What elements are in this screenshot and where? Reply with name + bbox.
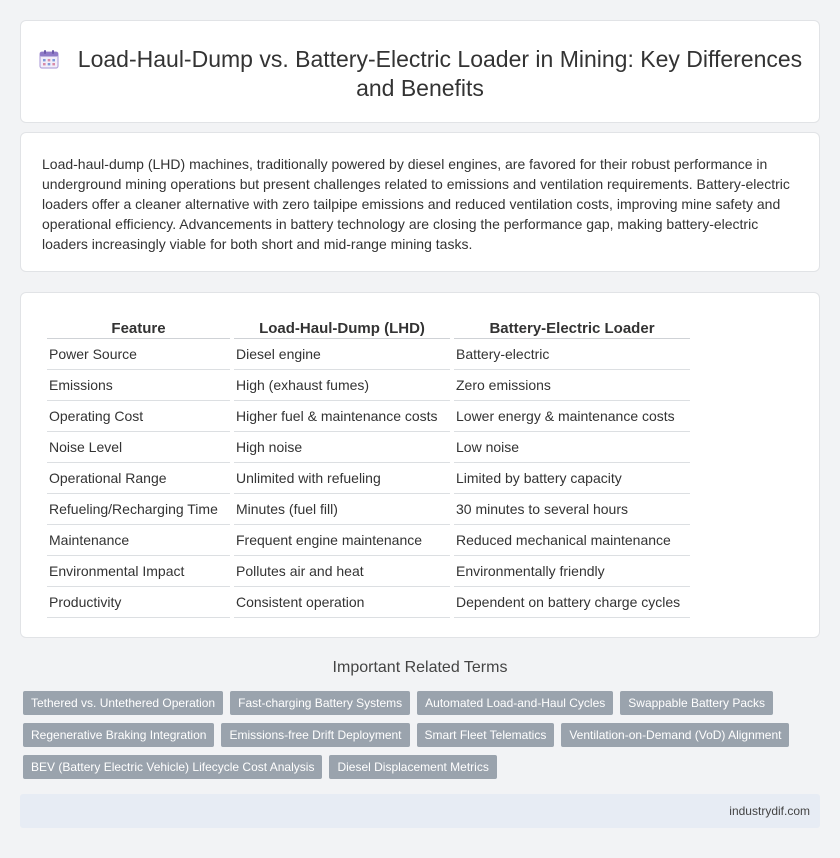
- lhd-cell: Diesel engine: [234, 339, 450, 370]
- related-term-tag[interactable]: Smart Fleet Telematics: [417, 723, 555, 747]
- table-row: [47, 432, 690, 463]
- related-terms-title: Important Related Terms: [332, 659, 508, 676]
- battery-cell: Lower energy & maintenance costs: [454, 401, 690, 432]
- table-row: [47, 339, 690, 370]
- battery-cell: 30 minutes to several hours: [454, 494, 690, 525]
- table-row: [47, 494, 690, 525]
- lhd-cell: Unlimited with refueling: [234, 463, 450, 494]
- battery-cell: Limited by battery capacity: [454, 463, 690, 494]
- lhd-cell: High (exhaust fumes): [234, 370, 450, 401]
- feature-cell: Environmental Impact: [47, 556, 230, 587]
- lhd-cell: Consistent operation: [234, 587, 450, 618]
- related-term-tag[interactable]: Fast-charging Battery Systems: [230, 691, 410, 715]
- feature-cell: Maintenance: [47, 525, 230, 556]
- feature-cell: Power Source: [47, 339, 230, 370]
- lhd-cell: High noise: [234, 432, 450, 463]
- header-feature: Feature: [47, 315, 230, 339]
- comparison-card: [20, 292, 820, 638]
- related-term-tag[interactable]: Ventilation-on-Demand (VoD) Alignment: [561, 723, 789, 747]
- table-header-row: [47, 315, 690, 339]
- page-title-wrap: [21, 45, 819, 103]
- calendar-icon: [38, 48, 60, 70]
- battery-cell: Reduced mechanical maintenance: [454, 525, 690, 556]
- related-terms-tags: [23, 691, 803, 787]
- feature-cell: Refueling/Recharging Time: [47, 494, 230, 525]
- battery-cell: Low noise: [454, 432, 690, 463]
- page-title: Load-Haul-Dump vs. Battery-Electric Loader in Mining: Key Differences and Benefits: [77, 46, 803, 101]
- table-row: [47, 525, 690, 556]
- related-term-tag[interactable]: Swappable Battery Packs: [620, 691, 773, 715]
- intro-paragraph: Load-haul-dump (LHD) machines, traditionally powered by diesel engines, are favored for their robust performance in underground mining operations but present challenges related to emissions and ventilation requirements. Battery-electric loaders offer a cleaner alternative with zero tailpipe emissions and reduced ventilation costs, improving mine safety and operational efficiency. Advancements in battery technology are closing the performance gap, making battery-electric loaders increasingly viable for both short and mid-range mining tasks.: [42, 156, 790, 252]
- table-row: [47, 463, 690, 494]
- intro-card: [20, 132, 820, 272]
- lhd-cell: Higher fuel & maintenance costs: [234, 401, 450, 432]
- feature-cell: Operational Range: [47, 463, 230, 494]
- related-term-tag[interactable]: BEV (Battery Electric Vehicle) Lifecycle Cost Analysis: [23, 755, 322, 779]
- battery-cell: Zero emissions: [454, 370, 690, 401]
- lhd-cell: Frequent engine maintenance: [234, 525, 450, 556]
- header-battery-electric: Battery-Electric Loader: [454, 315, 690, 339]
- related-term-tag[interactable]: Emissions-free Drift Deployment: [221, 723, 409, 747]
- feature-cell: Productivity: [47, 587, 230, 618]
- footer-site[interactable]: industrydif.com: [729, 804, 810, 818]
- title-card: [20, 20, 820, 123]
- comparison-table: [43, 315, 694, 618]
- table-row: [47, 370, 690, 401]
- battery-cell: Battery-electric: [454, 339, 690, 370]
- header-lhd: Load-Haul-Dump (LHD): [234, 315, 450, 339]
- battery-cell: Environmentally friendly: [454, 556, 690, 587]
- lhd-cell: Pollutes air and heat: [234, 556, 450, 587]
- related-term-tag[interactable]: Tethered vs. Untethered Operation: [23, 691, 223, 715]
- feature-cell: Emissions: [47, 370, 230, 401]
- related-term-tag[interactable]: Automated Load-and-Haul Cycles: [417, 691, 613, 715]
- footer-bar: [20, 794, 820, 828]
- lhd-cell: Minutes (fuel fill): [234, 494, 450, 525]
- feature-cell: Noise Level: [47, 432, 230, 463]
- table-row: [47, 556, 690, 587]
- related-term-tag[interactable]: Regenerative Braking Integration: [23, 723, 214, 747]
- related-term-tag[interactable]: Diesel Displacement Metrics: [329, 755, 496, 779]
- table-row: [47, 401, 690, 432]
- feature-cell: Operating Cost: [47, 401, 230, 432]
- battery-cell: Dependent on battery charge cycles: [454, 587, 690, 618]
- table-row: [47, 587, 690, 618]
